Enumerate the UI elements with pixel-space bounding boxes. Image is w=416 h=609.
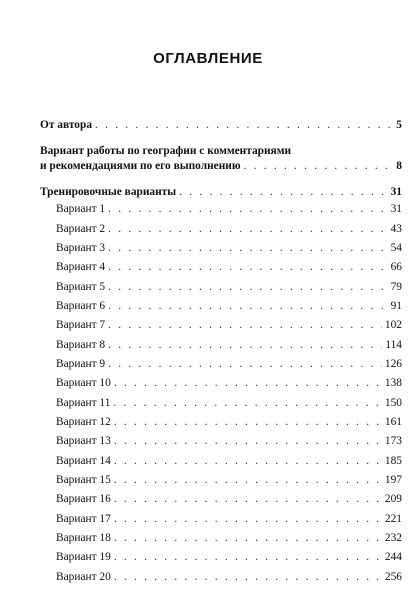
toc-entry-label: Вариант 14 — [56, 454, 111, 467]
toc-entry-variant — [56, 413, 402, 432]
toc-entry-sample-variant — [40, 144, 402, 174]
toc-entry-page: 8 — [396, 160, 402, 172]
toc-entry-label: Вариант 5 — [56, 280, 106, 293]
toc-entry-page: 114 — [385, 338, 402, 351]
toc-entry-page: 91 — [390, 299, 402, 312]
page-title: ОГЛАВЛЕНИЕ — [153, 50, 263, 67]
toc-entry-label: Тренировочные варианты — [40, 186, 177, 198]
toc-entry-variant — [56, 393, 402, 412]
toc-entry-variant — [56, 335, 402, 354]
dot-leader — [95, 118, 393, 133]
toc-entry-page: 197 — [384, 473, 402, 486]
dot-leader — [108, 318, 382, 333]
toc-entry-label: Вариант 6 — [56, 299, 106, 312]
toc-entry-variant — [56, 529, 402, 548]
toc-entry-page: 209 — [384, 493, 402, 506]
variant-list — [40, 200, 402, 587]
toc-entry-variant — [56, 451, 402, 470]
toc-entry-label: Вариант 15 — [56, 473, 111, 486]
toc-entry-variant — [56, 297, 402, 316]
toc-entry-label: Вариант 4 — [56, 261, 106, 274]
table-of-contents — [40, 118, 402, 587]
toc-entry-label: Вариант 12 — [56, 415, 111, 428]
dot-leader — [114, 492, 382, 507]
toc-entry-variant — [56, 548, 402, 567]
toc-entry-label: Вариант 17 — [56, 512, 111, 525]
toc-entry-variant — [56, 374, 402, 393]
dot-leader — [108, 299, 387, 314]
toc-entry-page: 54 — [390, 241, 402, 254]
toc-entry-page: 43 — [390, 222, 402, 235]
dot-leader — [114, 454, 382, 469]
toc-entry-label-line1: Вариант работы по географии с комментариями — [40, 145, 292, 157]
toc-entry-page: 5 — [396, 119, 402, 131]
dot-leader — [108, 222, 387, 237]
dot-leader — [114, 570, 382, 585]
toc-entry-label: Вариант 11 — [56, 396, 111, 409]
toc-entry-variant — [56, 432, 402, 451]
toc-entry-page: 185 — [384, 454, 402, 467]
dot-leader — [108, 202, 387, 217]
toc-entry-variant — [56, 490, 402, 509]
toc-entry-page: 126 — [384, 357, 402, 370]
toc-entry-page: 138 — [384, 377, 402, 390]
toc-entry-variant — [56, 568, 402, 587]
toc-entry-variant — [56, 258, 402, 277]
dot-leader — [108, 241, 387, 256]
toc-entry-label: Вариант 18 — [56, 532, 111, 545]
dot-leader — [108, 260, 387, 275]
toc-entry-page: 232 — [384, 532, 402, 545]
toc-entry-label: Вариант 8 — [56, 338, 106, 351]
dot-leader — [114, 531, 382, 546]
dot-leader — [108, 280, 387, 295]
dot-leader — [114, 376, 382, 391]
toc-entry-label: Вариант 2 — [56, 222, 106, 235]
toc-entry-label: Вариант 10 — [56, 377, 111, 390]
toc-entry-page: 161 — [384, 415, 402, 428]
toc-entry-from-author — [40, 118, 402, 133]
toc-entry-label: От автора — [40, 119, 93, 131]
toc-entry-label: Вариант 3 — [56, 241, 106, 254]
toc-entry-variant — [56, 200, 402, 219]
toc-entry-label: Вариант 19 — [56, 551, 111, 564]
toc-entry-variant — [56, 471, 402, 490]
toc-entry-variant — [56, 355, 402, 374]
toc-entry-page: 102 — [384, 319, 402, 332]
toc-entry-page: 221 — [384, 512, 402, 525]
toc-entry-page: 66 — [390, 261, 402, 274]
toc-entry-label-line2: и рекомендациями по его выполнению — [40, 160, 241, 172]
dot-leader — [114, 434, 382, 449]
toc-entry-label: Вариант 1 — [56, 203, 106, 216]
toc-entry-variant — [56, 277, 402, 296]
dot-leader — [114, 473, 382, 488]
toc-entry-variant — [56, 316, 402, 335]
toc-entry-variant — [56, 219, 402, 238]
toc-entry-page: 31 — [390, 203, 402, 216]
toc-entry-label: Вариант 13 — [56, 435, 111, 448]
dot-leader — [113, 396, 382, 411]
toc-entry-label: Вариант 16 — [56, 493, 111, 506]
dot-leader — [108, 338, 382, 353]
toc-entry-label: Вариант 9 — [56, 357, 106, 370]
toc-entry-page: 79 — [390, 280, 402, 293]
dot-leader — [114, 512, 382, 527]
dot-leader — [108, 357, 382, 372]
dot-leader — [244, 159, 394, 174]
dot-leader — [114, 415, 382, 430]
toc-entry-label: Вариант 20 — [56, 570, 111, 583]
toc-entry-page: 244 — [384, 551, 402, 564]
toc-entry-page: 173 — [384, 435, 402, 448]
dot-leader — [179, 185, 387, 200]
toc-entry-page: 150 — [384, 396, 402, 409]
toc-entry-training-variants — [40, 185, 402, 200]
dot-leader — [114, 550, 382, 565]
toc-entry-page: 31 — [390, 186, 402, 198]
toc-entry-variant — [56, 510, 402, 529]
toc-entry-page: 256 — [384, 570, 402, 583]
toc-entry-variant — [56, 239, 402, 258]
toc-entry-label: Вариант 7 — [56, 319, 106, 332]
